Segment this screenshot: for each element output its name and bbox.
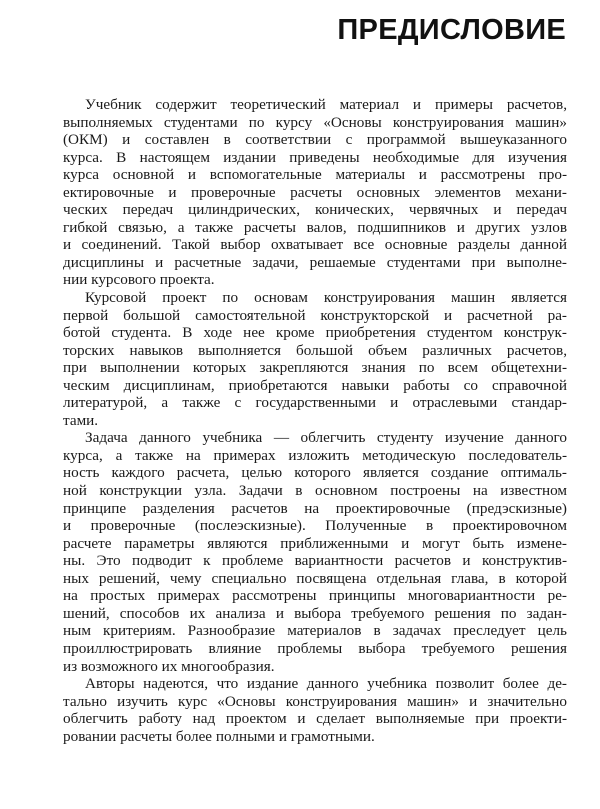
text-line: и проверочные (послеэскизные). Полученные в проектировочном [63, 517, 567, 535]
text-line: при выполнении которых закрепляются знания по всем общетехни- [63, 359, 567, 377]
text-line: ной конструкции узла. Задачи в основном построены на известном [63, 482, 567, 500]
paragraph [63, 96, 567, 289]
text-line: принципе разделения расчетов на проектировочные (предэскизные) [63, 499, 567, 517]
text-line: из возможного их многообразия. [63, 657, 275, 675]
preface-body [63, 96, 567, 745]
text-line: проиллюстрировать влияние проблемы выбора требуемого решения [63, 639, 567, 657]
text-line: ным критериям. Разнообразие материалов в задачах преследует цель [63, 622, 567, 640]
text-line: литературой, а также с государственными и отраслевыми стандар- [63, 394, 567, 412]
text-line: торских навыков выполняется большой объем различных расчетов, [63, 341, 567, 359]
text-line: ровании расчеты более полными и грамотными. [63, 727, 375, 745]
text-line: Учебник содержит теоретический материал и примеры расчетов, [85, 96, 567, 113]
text-line: первой большой самостоятельной конструкторской и расчетной ра- [63, 306, 567, 324]
text-line: курса основной и вспомогательные материалы и рассмотрены про- [63, 166, 567, 184]
text-line: тально изучить курс «Основы конструирования машин» и значительно [63, 692, 567, 710]
paragraph [63, 675, 567, 745]
text-line: ны. Это подводит к проблеме вариантности расчетов и конструктив- [63, 552, 567, 570]
text-line: расчете параметры являются приближенными и могут быть измене- [63, 534, 567, 552]
text-line: (ОКМ) и составлен в соответствии с программой вышеуказанного [63, 131, 567, 149]
text-line: и соединений. Такой выбор охватывает все основные разделы данной [63, 236, 567, 254]
text-line: нии курсового проекта. [63, 271, 215, 289]
paragraph [63, 429, 567, 675]
text-line: на простых примерах рассмотрены принципы многовариантности ре- [63, 587, 567, 605]
page-title: ПРЕДИСЛОВИЕ [337, 14, 566, 46]
paragraph [63, 289, 567, 429]
text-line: выполняемых студентами по курсу «Основы конструирования машин» [63, 113, 567, 131]
text-line: тами. [63, 411, 99, 429]
text-line: ность каждого расчета, целью которого является создание оптималь- [63, 464, 567, 482]
text-line: дисциплины и расчетные задачи, решаемые студентами при выполне- [63, 253, 567, 271]
text-line: ческих передач цилиндрических, конических, червячных и передач [63, 201, 567, 219]
text-line: ботой студента. В ходе нее кроме приобретения студентом конструк- [63, 324, 567, 342]
text-line: ных решений, чему специально посвящена отдельная глава, в которой [63, 569, 567, 587]
text-line: курса, а также на примерах изложить методическую последователь- [63, 446, 567, 464]
text-line: ческим дисциплинам, приобретаются навыки работы со справочной [63, 376, 567, 394]
text-line: Авторы надеются, что издание данного учебника позволит более де- [85, 675, 567, 693]
text-line: Курсовой проект по основам конструирования машин является [85, 289, 567, 307]
text-line: курса. В настоящем издании приведены необходимые для изучения [63, 148, 567, 166]
text-line: гибкой связью, а также расчеты валов, подшипников и других узлов [63, 218, 567, 236]
text-line: шений, способов их анализа и выбора требуемого решения по задан- [63, 604, 567, 622]
text-line: ектировочные и проверочные расчеты основных элементов механи- [63, 183, 567, 201]
text-line: Задача данного учебника — облегчить студенту изучение данного [85, 429, 567, 447]
text-line: облегчить работу над проектом и сделает выполняемые при проекти- [63, 710, 567, 728]
